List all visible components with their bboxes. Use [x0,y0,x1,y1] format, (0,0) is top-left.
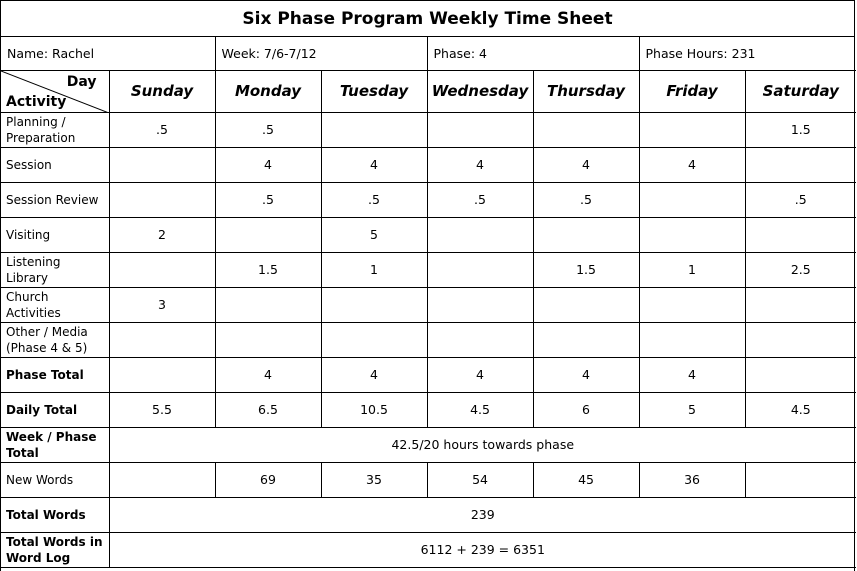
cell-planning-tuesday [321,112,427,147]
cell-phase-total-saturday [745,357,856,392]
cell-listening-thursday: 1.5 [533,252,639,287]
row-label-session-review: Session Review [1,182,109,217]
cell-church-friday [639,287,745,322]
cell-listening-wednesday [427,252,533,287]
day-header-saturday: Saturday [745,70,856,112]
day-header-monday: Monday [215,70,321,112]
cell-church-monday [215,287,321,322]
row-visiting [1,217,856,252]
cell-planning-friday [639,112,745,147]
cell-daily-total-tuesday: 10.5 [321,392,427,427]
cell-church-sunday: 3 [109,287,215,322]
cell-church-thursday [533,287,639,322]
cell-session-review-thursday: .5 [533,182,639,217]
cell-listening-tuesday: 1 [321,252,427,287]
cell-session-friday: 4 [639,147,745,182]
cell-daily-total-sunday: 5.5 [109,392,215,427]
cell-listening-saturday: 2.5 [745,252,856,287]
cell-session-review-sunday [109,182,215,217]
cell-phase-total-sunday [109,357,215,392]
cell-daily-total-thursday: 6 [533,392,639,427]
total-words-value: 239 [109,497,856,532]
row-church-activities [1,287,856,322]
row-label-new-words: New Words [1,462,109,497]
row-label-other-media: Other / Media (Phase 4 & 5) [1,322,109,357]
cell-new-words-tuesday: 35 [321,462,427,497]
cell-phase-total-wednesday: 4 [427,357,533,392]
cell-session-wednesday: 4 [427,147,533,182]
row-label-church-activities: Church Activities [1,287,109,322]
cell-new-words-sunday [109,462,215,497]
cell-visiting-monday [215,217,321,252]
cell-session-review-saturday: .5 [745,182,856,217]
day-header-wednesday: Wednesday [427,70,533,112]
cell-planning-saturday: 1.5 [745,112,856,147]
cell-session-monday: 4 [215,147,321,182]
row-phase-total [1,357,856,392]
cell-planning-thursday [533,112,639,147]
row-label-daily-total: Daily Total [1,392,109,427]
cell-listening-friday: 1 [639,252,745,287]
week-phase-total-value: 42.5/20 hours towards phase [109,427,856,462]
cell-new-words-wednesday: 54 [427,462,533,497]
cell-visiting-sunday: 2 [109,217,215,252]
cell-phase-total-monday: 4 [215,357,321,392]
row-label-planning: Planning / Preparation [1,112,109,147]
day-header-friday: Friday [639,70,745,112]
row-label-visiting: Visiting [1,217,109,252]
cell-visiting-wednesday [427,217,533,252]
cell-church-saturday [745,287,856,322]
cell-other-sunday [109,322,215,357]
cell-daily-total-friday: 5 [639,392,745,427]
row-label-week-phase-total: Week / Phase Total [1,427,109,462]
row-label-phase-total: Phase Total [1,357,109,392]
cell-other-monday [215,322,321,357]
cell-planning-monday: .5 [215,112,321,147]
row-session [1,147,856,182]
sheet-title: Six Phase Program Weekly Time Sheet [1,0,854,37]
phase-field: Phase: 4 [427,37,639,70]
cell-session-tuesday: 4 [321,147,427,182]
cell-new-words-thursday: 45 [533,462,639,497]
row-word-log [1,532,856,567]
cell-church-tuesday [321,287,427,322]
row-total-words [1,497,856,532]
row-new-words [1,462,856,497]
info-row [1,37,856,70]
cell-planning-sunday: .5 [109,112,215,147]
row-label-total-words: Total Words [1,497,109,532]
cell-new-words-friday: 36 [639,462,745,497]
row-session-review [1,182,856,217]
row-label-listening-library: Listening Library [1,252,109,287]
cell-phase-total-thursday: 4 [533,357,639,392]
cell-other-wednesday [427,322,533,357]
cell-session-saturday [745,147,856,182]
name-field: Name: Rachel [1,37,215,70]
header-row [1,70,856,112]
cell-new-words-monday: 69 [215,462,321,497]
cell-listening-monday: 1.5 [215,252,321,287]
cell-session-review-friday [639,182,745,217]
day-header-sunday: Sunday [109,70,215,112]
word-log-value: 6112 + 239 = 6351 [109,532,856,567]
cell-visiting-thursday [533,217,639,252]
cell-session-thursday: 4 [533,147,639,182]
cell-other-friday [639,322,745,357]
week-field: Week: 7/6-7/12 [215,37,427,70]
cell-other-tuesday [321,322,427,357]
day-header-label: Day [66,73,97,90]
cell-daily-total-wednesday: 4.5 [427,392,533,427]
activity-header-label: Activity [6,93,67,110]
cell-session-review-monday: .5 [215,182,321,217]
cell-daily-total-monday: 6.5 [215,392,321,427]
phase-hours-field: Phase Hours: 231 [639,37,856,70]
cell-visiting-tuesday: 5 [321,217,427,252]
row-daily-total [1,392,856,427]
cell-visiting-saturday [745,217,856,252]
row-week-phase-total [1,427,856,462]
row-label-word-log: Total Words in Word Log [1,532,109,567]
row-label-session: Session [1,147,109,182]
cell-phase-total-friday: 4 [639,357,745,392]
cell-session-sunday [109,147,215,182]
cell-listening-sunday [109,252,215,287]
row-listening-library [1,252,856,287]
day-header-thursday: Thursday [533,70,639,112]
day-header-tuesday: Tuesday [321,70,427,112]
cell-session-review-wednesday: .5 [427,182,533,217]
cell-visiting-friday [639,217,745,252]
cell-other-thursday [533,322,639,357]
cell-other-saturday [745,322,856,357]
day-activity-corner [1,70,109,112]
cell-church-wednesday [427,287,533,322]
cell-new-words-saturday [745,462,856,497]
row-planning [1,112,856,147]
row-other-media [1,322,856,357]
cell-phase-total-tuesday: 4 [321,357,427,392]
cell-session-review-tuesday: .5 [321,182,427,217]
time-sheet-table [1,37,856,568]
cell-daily-total-saturday: 4.5 [745,392,856,427]
cell-planning-wednesday [427,112,533,147]
